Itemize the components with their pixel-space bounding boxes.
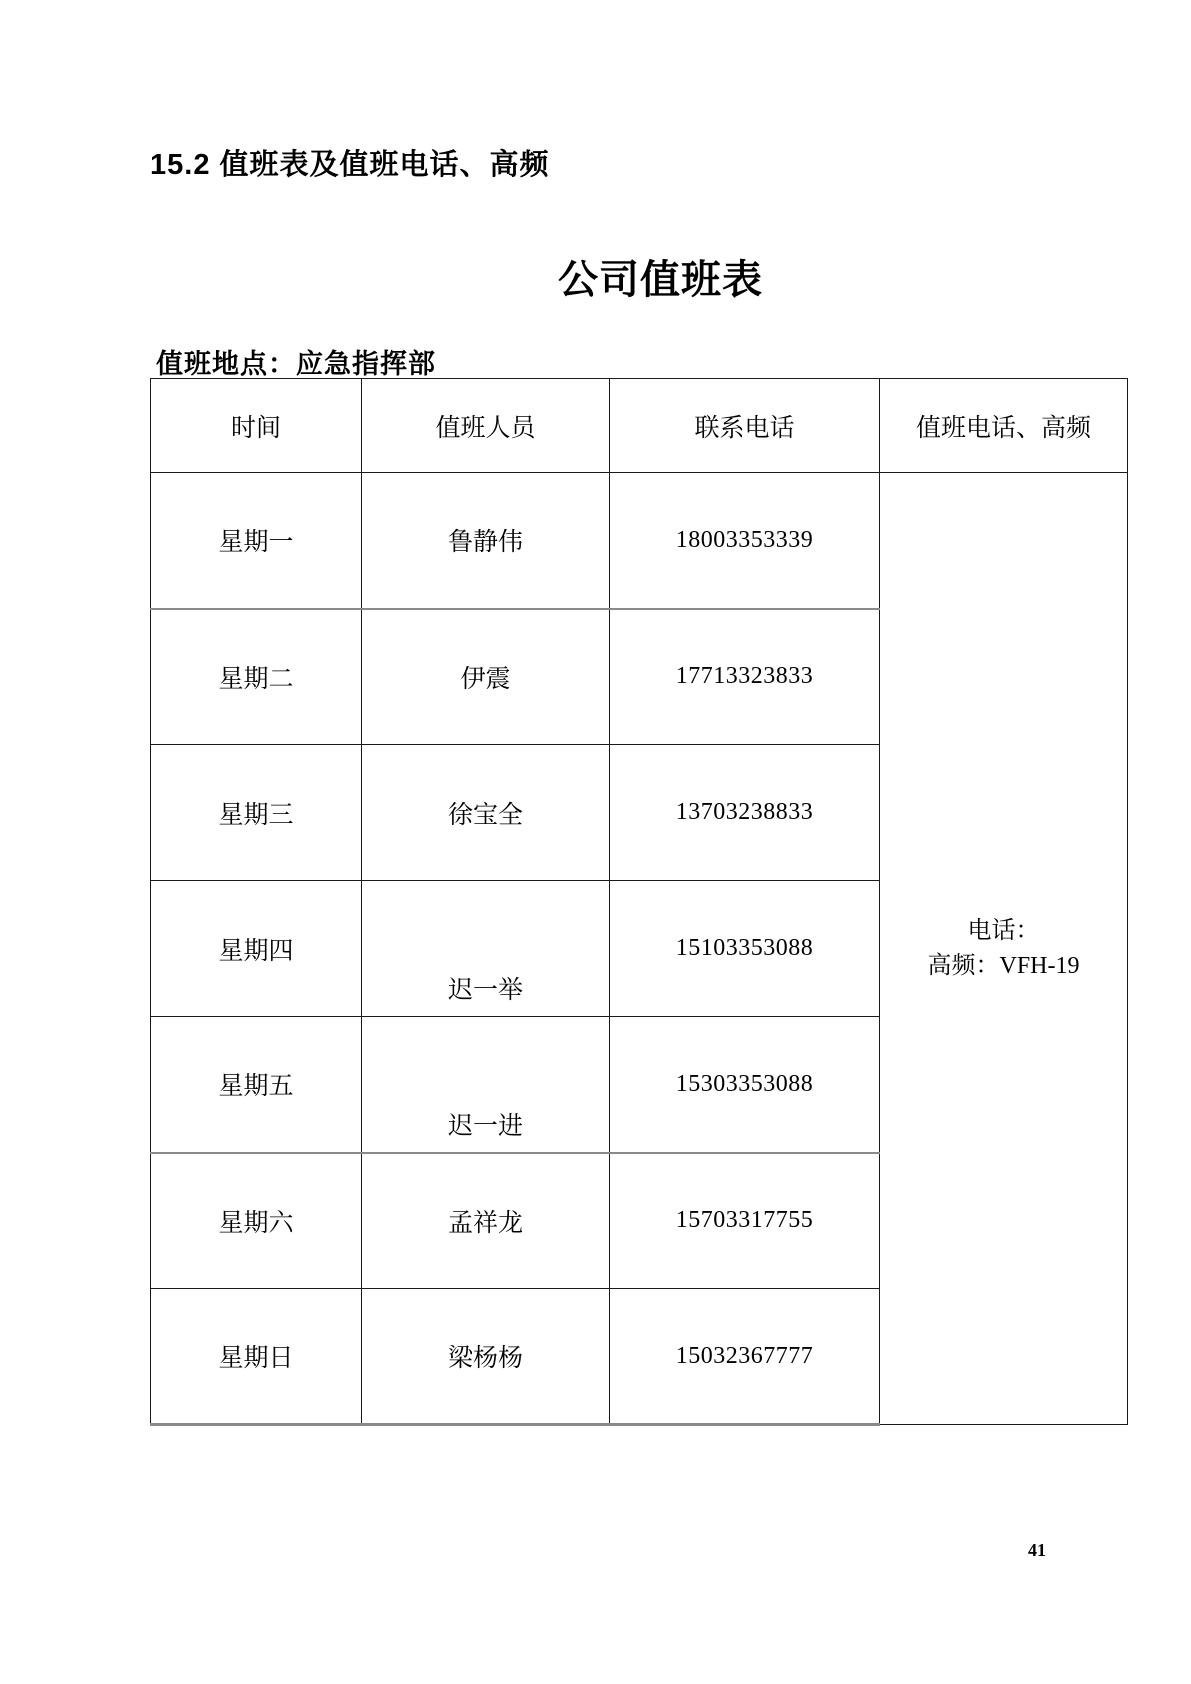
person-cell	[362, 473, 610, 609]
person-cell	[362, 609, 610, 745]
page-title: 公司值班表	[558, 257, 763, 302]
phone-cell	[610, 1153, 880, 1289]
phone-cell	[610, 881, 880, 1017]
day-cell	[151, 881, 362, 1017]
duty-hf-line: 高频：VFH-19	[927, 952, 1080, 979]
duty-channel-cell	[880, 473, 1128, 1425]
day-label: 星期三	[218, 801, 294, 829]
person-cell	[362, 1153, 610, 1289]
phone-cell	[610, 1017, 880, 1153]
duty-roster-table	[150, 378, 1128, 1426]
day-cell	[151, 1153, 362, 1289]
duty-channel-text	[927, 914, 1079, 984]
phone-number: 18003353339	[675, 526, 814, 553]
day-label: 星期二	[218, 665, 294, 693]
person-name: 孟祥龙	[447, 1209, 523, 1237]
column-header-duty-person: 值班人员	[362, 379, 610, 473]
phone-number: 15103353088	[675, 935, 814, 961]
day-label: 星期一	[218, 529, 294, 557]
day-cell	[151, 1289, 362, 1425]
person-cell	[362, 1017, 610, 1153]
person-cell	[362, 1289, 610, 1425]
duty-phone-line: 电话：	[967, 917, 1040, 944]
person-name: 徐宝全	[447, 801, 523, 829]
section-heading: 15.2 值班表及值班电话、高频	[150, 149, 550, 181]
phone-cell	[610, 609, 880, 745]
phone-cell	[610, 473, 880, 609]
day-label: 星期五	[218, 1073, 294, 1101]
table-row	[151, 473, 1128, 609]
table-caption: 值班地点：应急指挥部	[156, 349, 436, 379]
day-label: 星期四	[218, 937, 294, 965]
person-name: 伊震	[460, 665, 511, 693]
day-cell	[151, 745, 362, 881]
table-header-row	[151, 379, 1128, 473]
person-name: 梁杨杨	[447, 1345, 523, 1372]
page-number: 41	[1028, 1540, 1046, 1560]
day-cell	[151, 609, 362, 745]
column-header-contact-phone: 联系电话	[610, 379, 880, 473]
person-name: 鲁静伟	[447, 529, 523, 557]
day-label: 星期日	[218, 1345, 294, 1372]
phone-cell	[610, 745, 880, 881]
phone-number: 15032367777	[675, 1342, 814, 1369]
column-header-duty-phone-hf: 值班电话、高频	[880, 379, 1128, 473]
day-label: 星期六	[218, 1209, 294, 1237]
person-cell	[362, 745, 610, 881]
phone-number: 15703317755	[675, 1207, 814, 1234]
person-name: 迟一举	[447, 977, 523, 1004]
person-cell	[362, 881, 610, 1017]
phone-cell	[610, 1289, 880, 1425]
column-header-time: 时间	[151, 379, 362, 473]
person-name: 迟一进	[447, 1112, 523, 1140]
day-cell	[151, 473, 362, 609]
phone-number: 17713323833	[675, 663, 814, 690]
phone-number: 13703238833	[675, 799, 814, 825]
day-cell	[151, 1017, 362, 1153]
phone-number: 15303353088	[675, 1070, 814, 1097]
